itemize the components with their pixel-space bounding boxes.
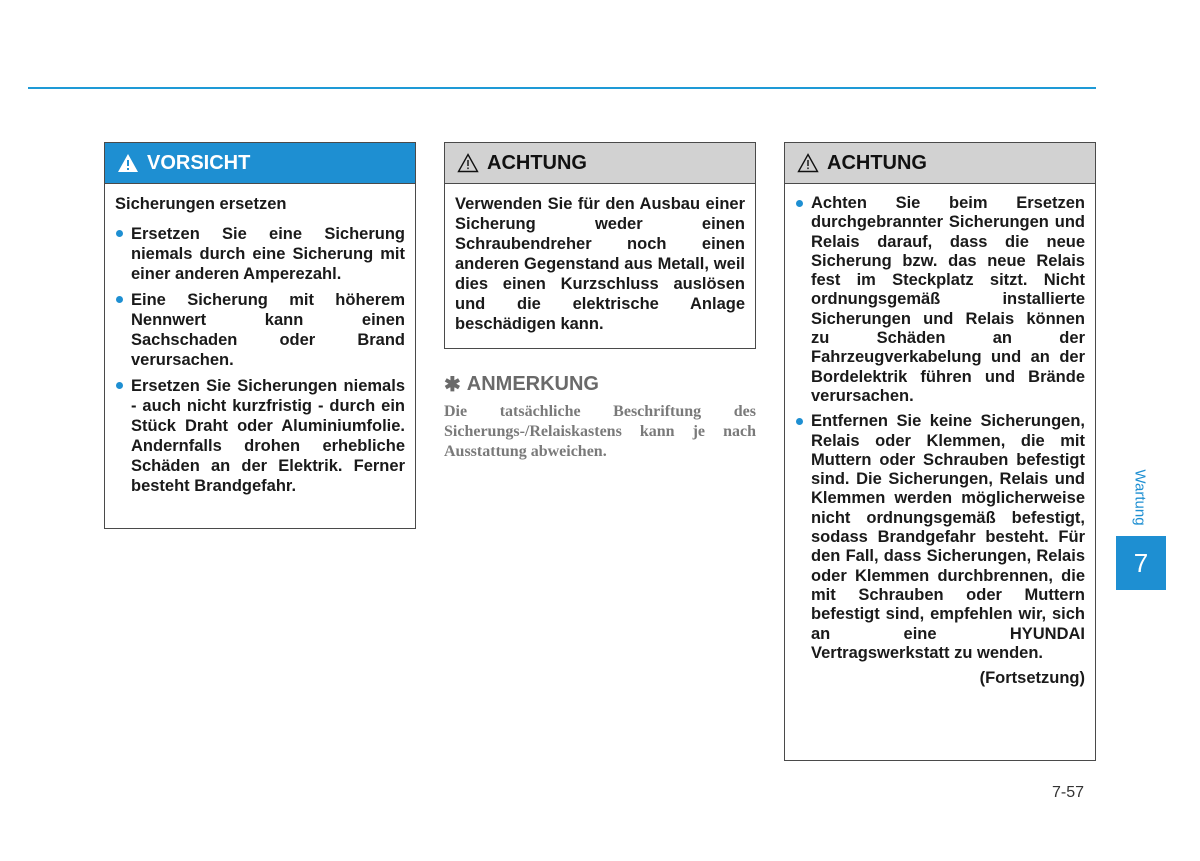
achtung-body-1 (445, 184, 755, 342)
section-label (1128, 462, 1152, 532)
vorsicht-box (104, 142, 416, 529)
asterisk-icon: ✱ (444, 374, 461, 396)
list-item: Ersetzen Sie Sicherungen niemals - auch nicht kurzfristig - durch ein Stück Draht oder Aluminiumfolie. Andernfalls drohen erhebliche Schäden an der Elektrik. Ferner besteht Brandgefahr. (115, 376, 405, 496)
vorsicht-list (115, 224, 405, 496)
continuation-note: (Fortsetzung) (979, 669, 1085, 688)
list-item: Achten Sie beim Ersetzen durchgebrannter Sicherungen und Relais darauf, dass die neue Sicherung bzw. das neue Relais fest im Steckplatz sitzt. Nicht ordnungsgemäß installierte Sicherungen und Relais können zu Schäden an der Fahrzeugverkabelung und an der Bordelektrik führen und Brände verursachen. (795, 194, 1085, 406)
chapter-tab: 7 (1116, 536, 1166, 590)
achtung-list-2 (795, 194, 1085, 663)
vorsicht-title: VORSICHT (147, 151, 251, 174)
section-label-text: Wartung (1131, 468, 1149, 526)
page-number: 7-57 (1052, 784, 1085, 801)
caution-triangle-icon (797, 153, 819, 173)
achtung-box-1 (444, 142, 756, 349)
achtung-text-1: Verwenden Sie für den Ausbau einer Sicherung weder einen Schraubendreher noch einen anderen Gegenstand aus Metall, weil dies einen Kurzschluss auslösen und die elektrische Anlage beschädigen kann. (455, 195, 745, 333)
list-item: Eine Sicherung mit höherem Nennwert kann einen Sachschaden oder Brand verursachen. (115, 290, 405, 370)
caution-triangle-icon (457, 153, 479, 173)
warning-triangle-icon (117, 153, 139, 173)
anmerkung-title-text: ANMERKUNG (466, 373, 599, 395)
anmerkung-title (444, 372, 599, 397)
anmerkung-text: Die tatsächliche Beschriftung des Sicherungs-/Relaiskastens kann je nach Ausstattung abweichen. (444, 403, 756, 460)
vorsicht-body (105, 184, 415, 510)
achtung-title-2: ACHTUNG (827, 151, 927, 174)
list-item: Entfernen Sie keine Sicherungen, Relais oder Klemmen, die mit Muttern oder Schrauben befestigt sind. Die Sicherungen, Relais und Klemmen werden möglicherweise nicht ordnungsgemäß befestigt, sodass Brandgefahr besteht. Für den Fall, dass Sicherungen, Relais oder Klemmen durchbrennen, die mit Schrauben oder Muttern befestigt sind, empfehlen wir, sich an eine HYUNDAI Vertragswerkstatt zu wenden. (795, 412, 1085, 663)
top-rule (28, 87, 1096, 89)
achtung-title-1: ACHTUNG (487, 151, 587, 174)
vorsicht-subtitle: Sicherungen ersetzen (115, 195, 287, 213)
vorsicht-header (105, 143, 415, 184)
achtung-header-2 (785, 143, 1095, 184)
list-item: Ersetzen Sie eine Sicherung niemals durch eine Sicherung mit einer anderen Amperezahl. (115, 224, 405, 284)
achtung-box-2 (784, 142, 1096, 761)
achtung-header-1 (445, 143, 755, 184)
achtung-body-2 (785, 184, 1095, 696)
